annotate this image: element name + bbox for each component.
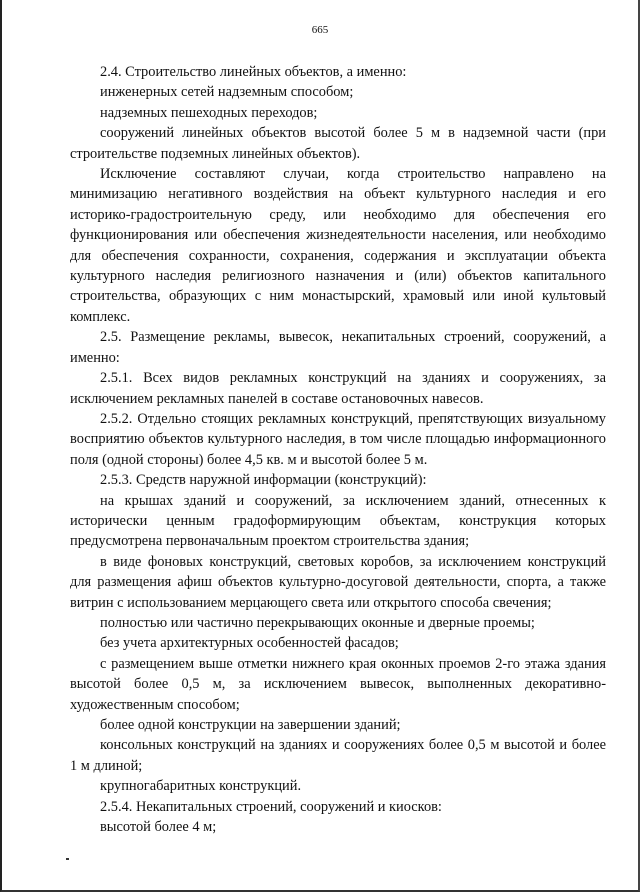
list-item: сооружений линейных объектов высотой более 5 м в надземной части (при строительстве подземных линейных объектов).: [70, 125, 606, 162]
paragraph-2-5-1: 2.5.1. Всех видов рекламных конструкций на зданиях и сооружениях, за исключением рекламных панелей в составе остановочных навесов.: [70, 370, 606, 407]
page-number: 665: [311, 24, 329, 36]
list-item: более одной конструкции на завершении зданий;: [100, 717, 401, 733]
list-item: крупногабаритных конструкций.: [100, 778, 302, 795]
paragraph-exception: Исключение составляют случаи, когда строительство направлено на минимизацию негативного воздействия на объект культурного наследия и его историко-градостроительную среду, или необходимо для обеспечения его функционирования или обеспечения жизнедеятельности населения, или необходимо для обеспечения сохранности, сохранения, содержания и эксплуатации объекта культурного наследия религиозного назначения и (или) объектов капитального строительства, образующих с ним монастырский, храмовый или иной культовый комплекс.: [70, 166, 606, 325]
paragraph-2-5-4: 2.5.4. Некапитальных строений, сооружений и киосков:: [100, 798, 442, 815]
list-item: высотой более 4 м;: [100, 819, 217, 836]
list-item: надземных пешеходных переходов;: [100, 104, 318, 121]
list-item: с размещением выше отметки нижнего края оконных проемов 2-го этажа здания высотой более 0,5 м, за исключением вывесок, выполненных декоративно-художественным способом;: [70, 655, 606, 713]
list-item: инженерных сетей надземным способом;: [100, 84, 354, 101]
list-item: на крышах зданий и сооружений, за исключением зданий, отнесенных к исторически ценным градоформирующим объектам, конструкция которых предусмотрена первоначальным проектом строительства здания;: [70, 492, 606, 550]
scan-speck: [66, 858, 69, 860]
list-item: без учета архитектурных особенностей фасадов;: [100, 635, 399, 652]
paragraph-2-5-3: 2.5.3. Средств наружной информации (конструкций):: [100, 472, 427, 489]
paragraph-2-4: 2.4. Строительство линейных объектов, а именно:: [100, 64, 407, 80]
list-item: полностью или частично перекрывающих оконные и дверные проемы;: [100, 614, 535, 631]
list-item: в виде фоновых конструкций, световых коробов, за исключением конструкций для размещения афиш объектов культурно-досуговой деятельности, спорта, а также витрин с использованием мерцающего света или открытого способа свечения;: [70, 553, 606, 611]
paragraph-2-5: 2.5. Размещение рекламы, вывесок, некапитальных строений, сооружений, а именно:: [70, 329, 606, 366]
list-item: консольных конструкций на зданиях и сооружениях более 0,5 м высотой и более 1 м длиной;: [70, 737, 606, 774]
document-body: [70, 62, 606, 837]
paragraph-2-5-2: 2.5.2. Отдельно стоящих рекламных конструкций, препятствующих визуальному восприятию объектов культурного наследия, в том числе площадью информационного поля (одной стороны) более 4,5 кв. м и высотой более 5 м.: [70, 410, 606, 468]
